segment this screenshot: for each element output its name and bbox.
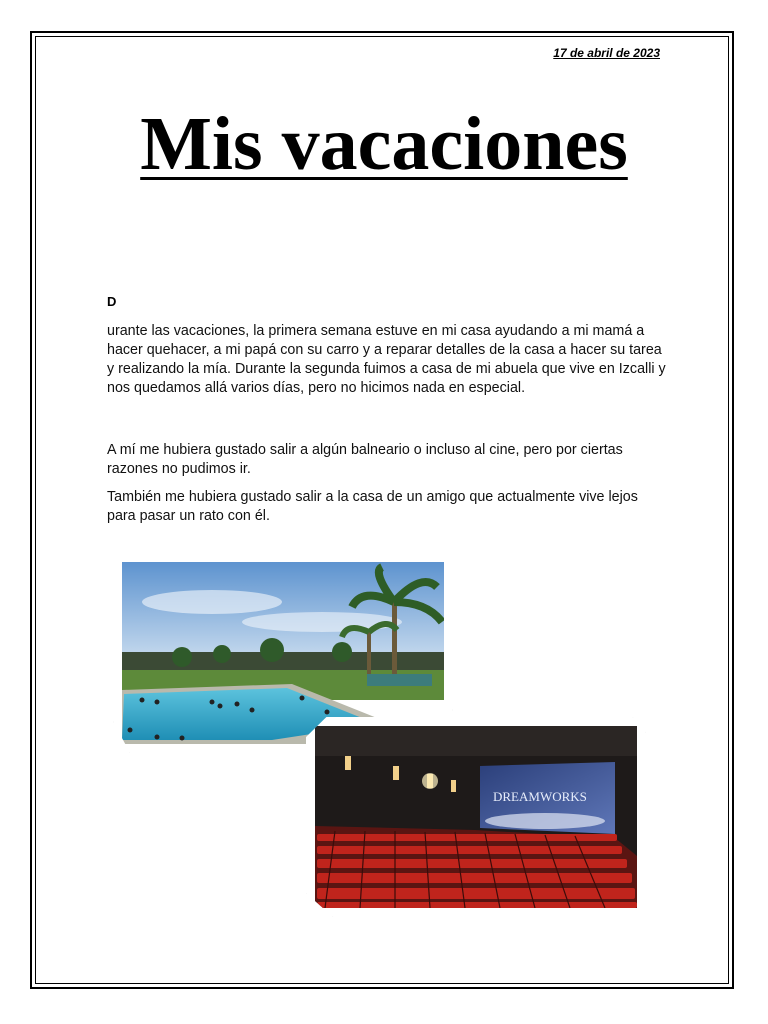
paragraph-1: urante las vacaciones, la primera semana estuve en mi casa ayudando a mi mamá a hacer quehacer, a mi papá con su carro y a reparar detalles de la casa a hacer su tarea y realizando la mía. Durante la segunda fuimos a casa de mi abuela que vive en Izcalli y nos quedamos allá varios días, pero no hicimos nada en especial. [107,323,666,396]
document-date: 17 de abril de 2023 [553,46,660,60]
pool-illustration [122,562,444,744]
cinema-illustration [315,726,637,908]
paragraph-3: También me hubiera gustado salir a la casa de un amigo que actualmente vive lejos para pasar un rato con él. [107,489,638,524]
page-title [0,98,768,190]
paragraph-2: A mí me hubiera gustado salir a algún balneario o incluso al cine, pero por ciertas razones no pudimos ir. [107,442,623,477]
drop-cap-letter: D [107,294,117,309]
screen-logo-text: DREAMWORKS [493,789,587,804]
cinema-photo [306,717,646,917]
page-title-text: Mis vacaciones [140,102,628,186]
